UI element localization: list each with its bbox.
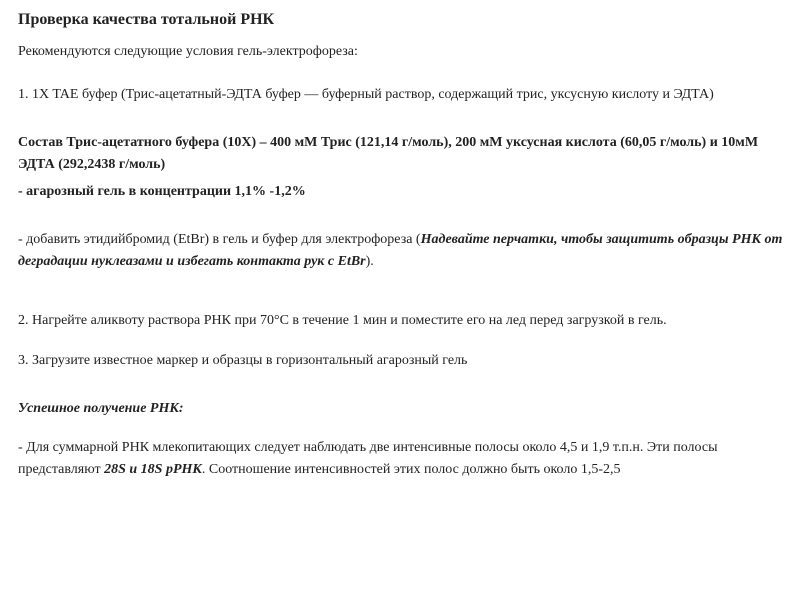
agarose-concentration: - агарозный гель в концентрации 1,1% -1,2% xyxy=(18,184,306,199)
buffer-composition: Состав Трис-ацетатного буфера (10X) – 400 мМ Трис (121,14 г/моль), 200 мМ уксусная кислота (60,05 г/моль) и 10мМ ЭДТА (292,2438 г/моль) xyxy=(18,135,759,172)
rna-bands-description xyxy=(18,437,788,481)
rna-bands-emphasis: 28S и 18S рРНК xyxy=(104,462,202,477)
loading-step: 3. Загрузите известное маркер и образцы в горизонтальный агарозный гель xyxy=(18,353,468,368)
etbr-prefix: - добавить этидийбромид (EtBr) в гель и буфер для электрофореза ( xyxy=(18,232,421,247)
subtitle: Рекомендуются следующие условия гель-электрофореза: xyxy=(18,44,358,59)
page-title: Проверка качества тотальной РНК xyxy=(18,11,275,28)
heating-step: 2. Нагрейте аликвоту раствора РНК при 70°C в течение 1 мин и поместите его на лед перед загрузкой в гель. xyxy=(18,313,667,328)
rna-bands-prefix: - Для суммарной РНК млекопитающих следует наблюдать две интенсивные полосы около 4,5 и 1,9 т.п.н. Эти полосы представляют xyxy=(18,440,718,477)
success-heading: Успешное получение РНК: xyxy=(18,401,184,416)
etbr-instruction xyxy=(18,229,788,273)
buffer-item: 1. 1X TAE буфер (Трис-ацетатный-ЭДТА буфер — буферный раствор, содержащий трис, уксусную кислоту и ЭДТА) xyxy=(18,87,714,102)
etbr-suffix: ). xyxy=(365,254,374,269)
rna-bands-suffix: . Соотношение интенсивностей этих полос должно быть около 1,5-2,5 xyxy=(201,462,621,477)
etbr-warning: Надевайте перчатки, чтобы защитить образцы РНК от деградации нуклеазами и избегать контакта рук с EtBr xyxy=(18,232,783,269)
